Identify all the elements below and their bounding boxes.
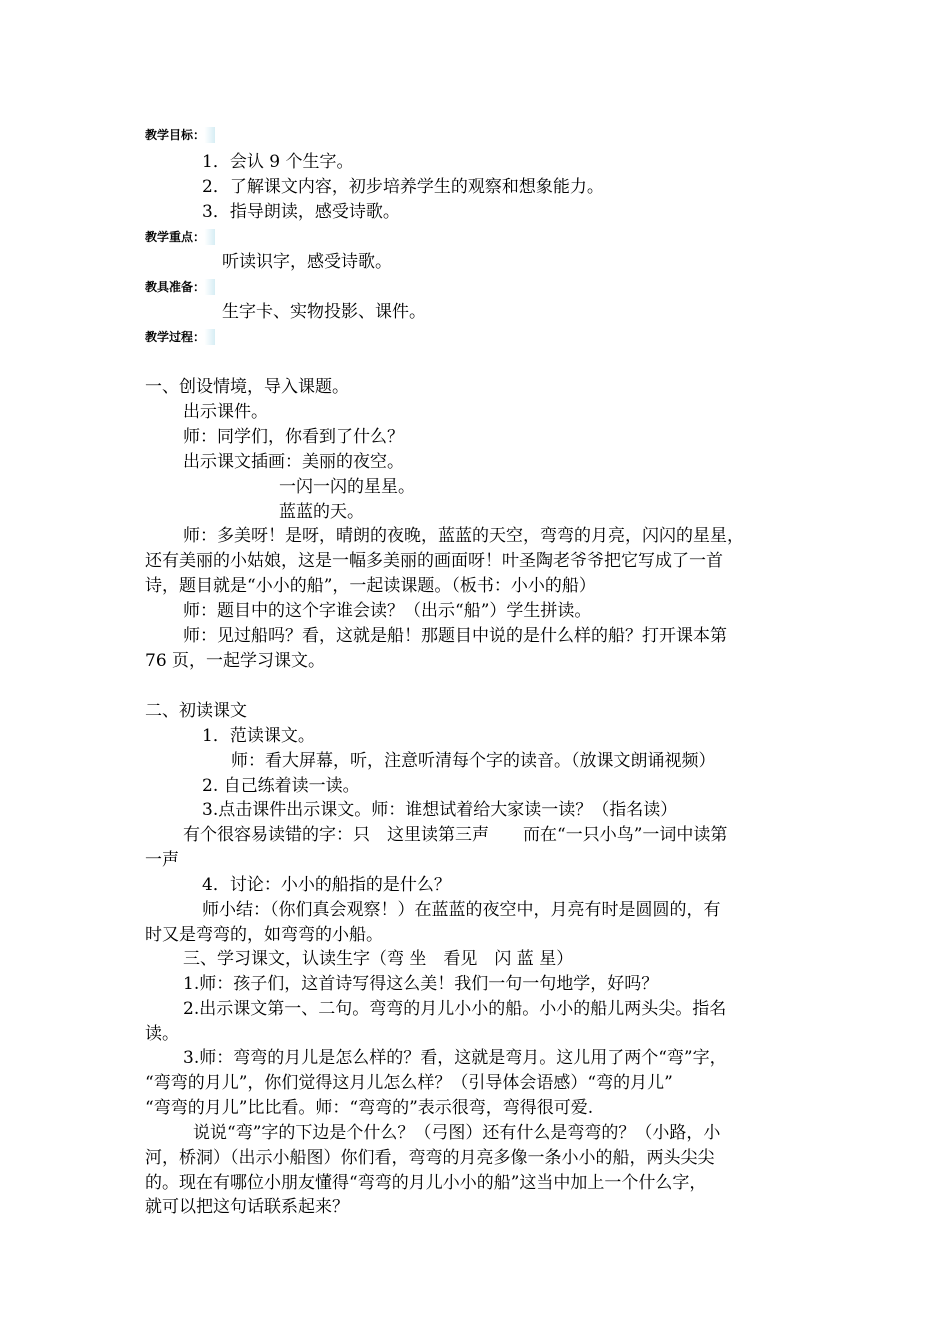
objective-item: 3．指导朗读，感受诗歌。 — [202, 202, 400, 222]
paragraph-line: 时又是弯弯的，如弯弯的小船。 — [145, 925, 383, 945]
paragraph-line: 诗，题目就是“小小的船”，一起读课题。（板书：小小的船） — [145, 576, 596, 596]
paragraph-line: 师：多美呀！是呀，晴朗的夜晚，蓝蓝的天空，弯弯的月亮，闪闪的星星， — [183, 526, 744, 546]
paragraph-line: 2.出示课文第一、二句。弯弯的月儿小小的船。小小的船儿两头尖。指名 — [183, 999, 727, 1019]
section-title: 三、学习课文，认读生字（弯 坐 看见 闪 蓝 星） — [183, 949, 574, 969]
objective-item: 2．了解课文内容，初步培养学生的观察和想象能力。 — [202, 177, 604, 197]
paragraph-line: 师：同学们，你看到了什么？ — [183, 427, 404, 447]
paragraph-line: 3.点击课件出示课文。师：谁想试着给大家读一读？（指名读） — [202, 800, 678, 820]
objective-item: 1．会认 9 个生字。 — [202, 152, 354, 172]
paragraph-line: 4．讨论：小小的船指的是什么？ — [202, 875, 451, 895]
materials-heading: 教具准备： — [145, 279, 215, 295]
process-heading: 教学过程： — [145, 329, 215, 345]
paragraph-line: 师：题目中的这个字谁会读？（出示“船”）学生拼读。 — [183, 601, 592, 621]
paragraph-line: 3.师：弯弯的月儿是怎么样的？看，这就是弯月。这儿用了两个“弯”字， — [183, 1048, 727, 1068]
paragraph-line: 出示课文插画：美丽的夜空。 — [183, 452, 404, 472]
paragraph-line: “弯弯的月儿”比比看。师：“弯弯的”表示很弯，弯得很可爱. — [145, 1098, 594, 1118]
objectives-heading: 教学目标： — [145, 127, 215, 143]
paragraph-line: 还有美丽的小姑娘，这是一幅多美丽的画面呀！叶圣陶老爷爷把它写成了一首 — [145, 551, 723, 571]
paragraph-line: 一声 — [145, 850, 179, 870]
paragraph-line: 河，桥洞）（出示小船图）你们看，弯弯的月亮多像一条小小的船，两头尖尖 — [145, 1148, 715, 1168]
paragraph-line: 师：见过船吗？看，这就是船！那题目中说的是什么样的船？打开课本第 — [183, 626, 727, 646]
paragraph-line: 说说“弯”字的下边是个什么？（弓图）还有什么是弯弯的？（小路，小 — [193, 1123, 721, 1143]
paragraph-line: “弯弯的月儿”，你们觉得这月儿怎么样？（引导体会语感）“弯的月儿” — [145, 1073, 673, 1093]
paragraph-line: 师小结：（你们真会观察！）在蓝蓝的夜空中，月亮有时是圆圆的，有 — [202, 900, 721, 920]
key-points-heading: 教学重点： — [145, 229, 215, 245]
paragraph-line: 1.师：孩子们，这首诗写得这么美！我们一句一句地学，好吗？ — [183, 974, 659, 994]
paragraph-line: 出示课件。 — [183, 402, 268, 422]
paragraph-line: 师：看大屏幕，听，注意听清每个字的读音。（放课文朗诵视频） — [231, 751, 716, 771]
paragraph-line: 1．范读课文。 — [202, 726, 315, 746]
paragraph-line: 2. 自己练着读一读。 — [202, 776, 360, 796]
paragraph-line: 读。 — [145, 1024, 179, 1044]
paragraph-line: 的。现在有哪位小朋友懂得“弯弯的月儿小小的船”这当中加上一个什么字， — [145, 1173, 707, 1193]
materials-text: 生字卡、实物投影、课件。 — [222, 302, 426, 322]
paragraph-line: 蓝蓝的天。 — [279, 502, 364, 522]
paragraph-line: 就可以把这句话联系起来？ — [145, 1197, 349, 1217]
paragraph-line: 76 页，一起学习课文。 — [145, 651, 326, 671]
paragraph-line: 有个很容易读错的字：只 这里读第三声 而在“一只小鸟”一词中读第 — [183, 825, 728, 845]
paragraph-line: 一闪一闪的星星。 — [279, 477, 415, 497]
section-title: 一、创设情境，导入课题。 — [145, 377, 349, 397]
key-points-text: 听读识字，感受诗歌。 — [222, 252, 392, 272]
section-title: 二、初读课文 — [145, 701, 247, 721]
